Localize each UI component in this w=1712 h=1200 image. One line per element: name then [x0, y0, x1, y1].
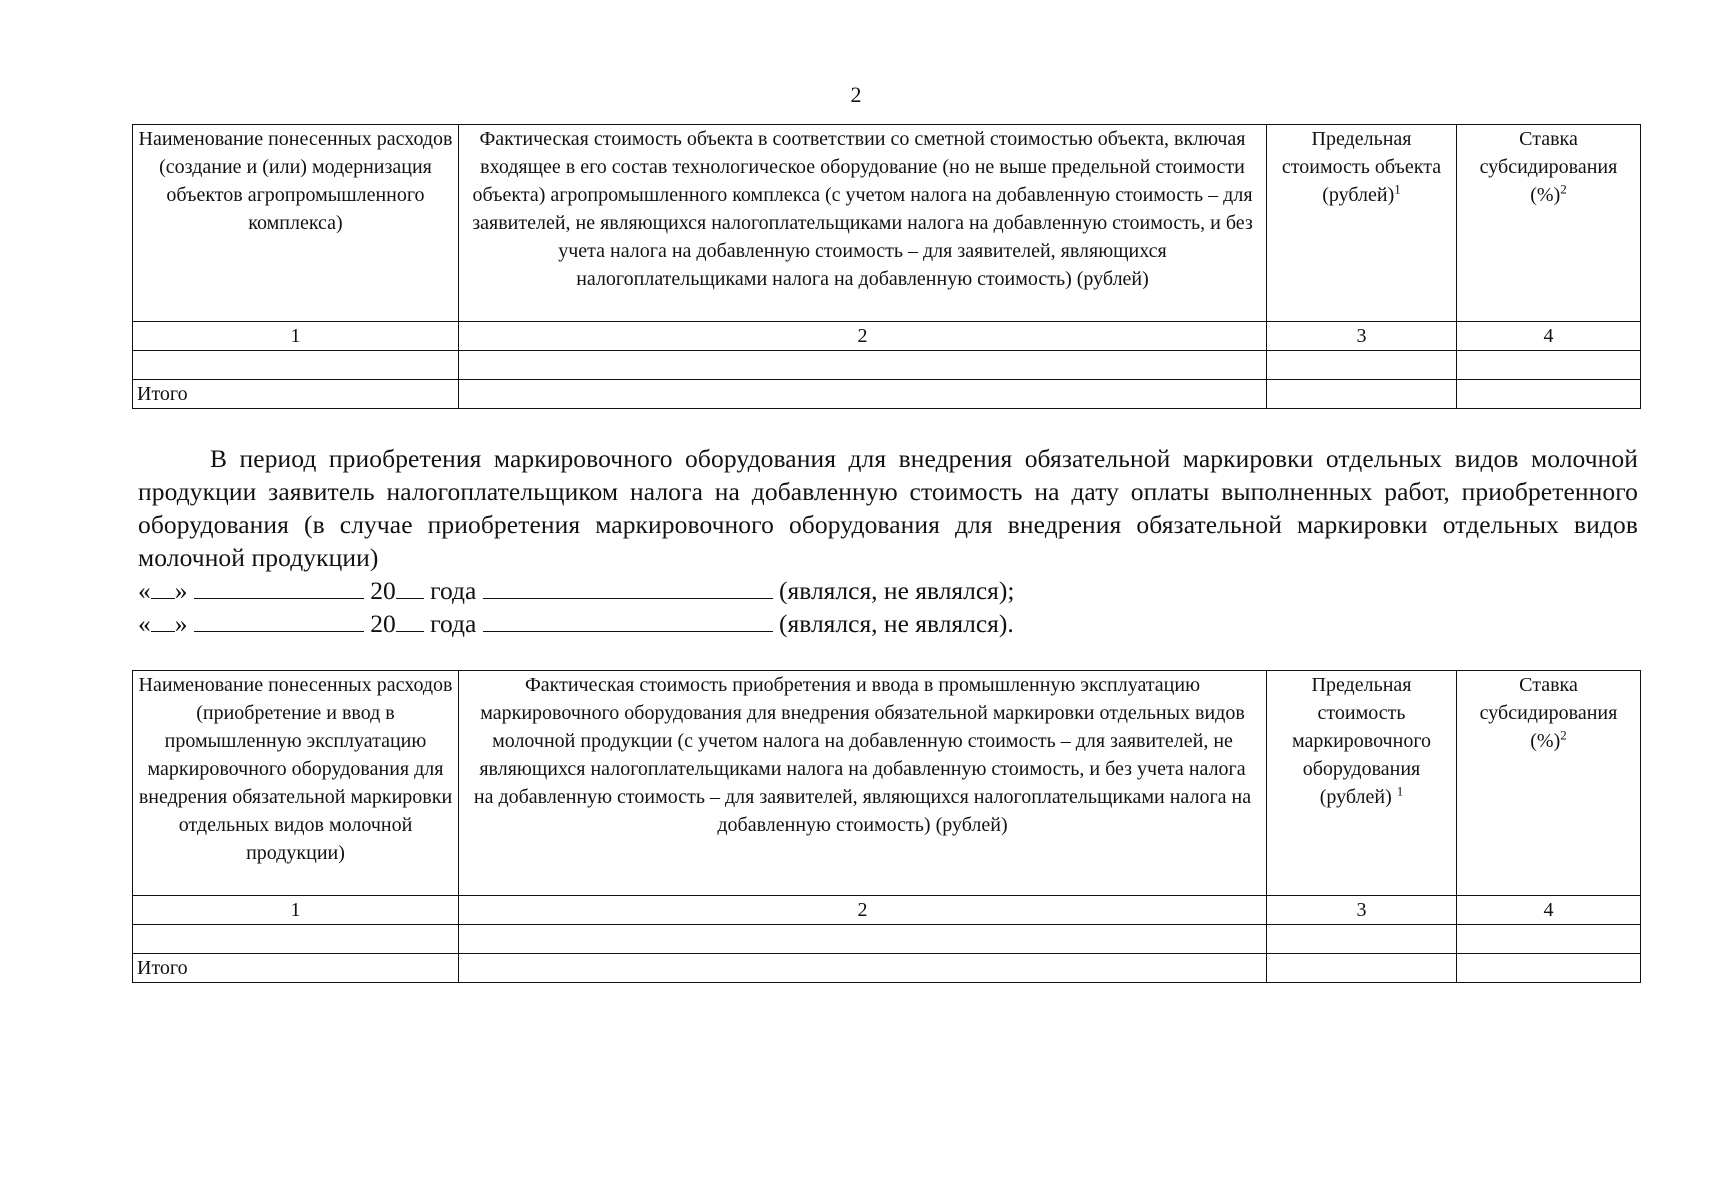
status-blank-field [483, 607, 773, 632]
date-status-line: « » 20 года (являлся, не являлся); [138, 576, 1015, 605]
total-row [133, 380, 1641, 409]
column-number: 2 [459, 322, 1267, 351]
table-header-row [133, 671, 1641, 896]
column-number: 4 [1457, 896, 1641, 925]
total-label: Итого [133, 380, 459, 409]
column-number: 3 [1267, 322, 1457, 351]
column-number: 1 [133, 322, 459, 351]
header-cell-max-cost: Предельная стоимость объекта (рублей)$^1$ [1267, 125, 1457, 322]
table-header-row [133, 125, 1641, 322]
table-cell [459, 925, 1267, 954]
table-cell [459, 351, 1267, 380]
header-cell-expense-name: Наименование понесенных расходов (создание и (или) модернизация объектов агропромышленного комплекса) [133, 125, 459, 322]
header-cell-actual-cost: Фактическая стоимость объекта в соответствии со сметной стоимостью объекта, включая входящее в его состав технологическое оборудование (но не выше предельной стоимости объекта) агропромышленного комплекса (с учетом налога на добавленную стоимость – для заявителей, не являющихся налогоплательщиками налога на добавленную стоимость, и без учета налога на добавленную стоимость – для заявителей, являющихся налогоплательщиками налога на добавленную стоимость) (рублей) [459, 125, 1267, 322]
table-cell [1457, 351, 1641, 380]
table-row [133, 925, 1641, 954]
footnote-mark: 1 [1396, 783, 1404, 799]
table-cell [1267, 954, 1457, 983]
column-number: 3 [1267, 896, 1457, 925]
subsidy-table-objects [132, 124, 1641, 409]
total-row [133, 954, 1641, 983]
header-cell-actual-cost: Фактическая стоимость приобретения и ввода в промышленную эксплуатацию маркировочного оборудования для внедрения обязательной маркировки отдельных видов молочной продукции (с учетом налога на добавленную стоимость – для заявителей, не являющихся налогоплательщиками налога на добавленную стоимость, и без учета налога на добавленную стоимость – для заявителей, являющихся налогоплательщиками налога на добавленную стоимость) (рублей) [459, 671, 1267, 896]
day-blank-field [151, 607, 175, 632]
table-cell [1457, 954, 1641, 983]
year-blank-field [396, 607, 424, 632]
day-blank-field [151, 574, 175, 599]
table-cell [1267, 925, 1457, 954]
month-blank-field [194, 574, 364, 599]
year-blank-field [396, 574, 424, 599]
status-blank-field [483, 574, 773, 599]
column-number-row [133, 896, 1641, 925]
footnote-mark: 2 [1560, 727, 1567, 743]
table-cell [459, 380, 1267, 409]
column-number: 1 [133, 896, 459, 925]
page-number: 2 [850, 82, 862, 107]
footnote-mark: 2 [1560, 181, 1567, 197]
footnote-mark: 1 [1394, 181, 1401, 197]
table-cell [1267, 351, 1457, 380]
column-number: 2 [459, 896, 1267, 925]
table-cell [1457, 925, 1641, 954]
subsidy-table-equipment [132, 670, 1641, 983]
column-number: 4 [1457, 322, 1641, 351]
header-cell-max-cost: Предельная стоимость маркировочного оборудования (рублей) $^1$ [1267, 671, 1457, 896]
column-number-row [133, 322, 1641, 351]
date-status-line: « » 20 года (являлся, не являлся). [138, 609, 1014, 638]
header-cell-subsidy-rate: Ставка субсидирования (%)$^2$ [1457, 125, 1641, 322]
table-cell [133, 925, 459, 954]
month-blank-field [194, 607, 364, 632]
table-cell [133, 351, 459, 380]
table-row [133, 351, 1641, 380]
header-cell-expense-name: Наименование понесенных расходов (приобретение и ввод в промышленную эксплуатацию маркировочного оборудования для внедрения обязательной маркировки отдельных видов молочной продукции) [133, 671, 459, 896]
table-cell [459, 954, 1267, 983]
table-cell [1267, 380, 1457, 409]
total-label: Итого [133, 954, 459, 983]
body-paragraph: В период приобретения маркировочного оборудования для внедрения обязательной маркировки отдельных видов молочной продукции заявитель налогоплательщиком налога на добавленную стоимость на дату оплаты выполненных работ, приобретенного оборудования (в случае приобретения маркировочного оборудования для внедрения обязательной маркировки отдельных видов молочной продукции) [138, 444, 1638, 572]
header-cell-subsidy-rate: Ставка субсидирования (%)$^2$ [1457, 671, 1641, 896]
table-cell [1457, 380, 1641, 409]
